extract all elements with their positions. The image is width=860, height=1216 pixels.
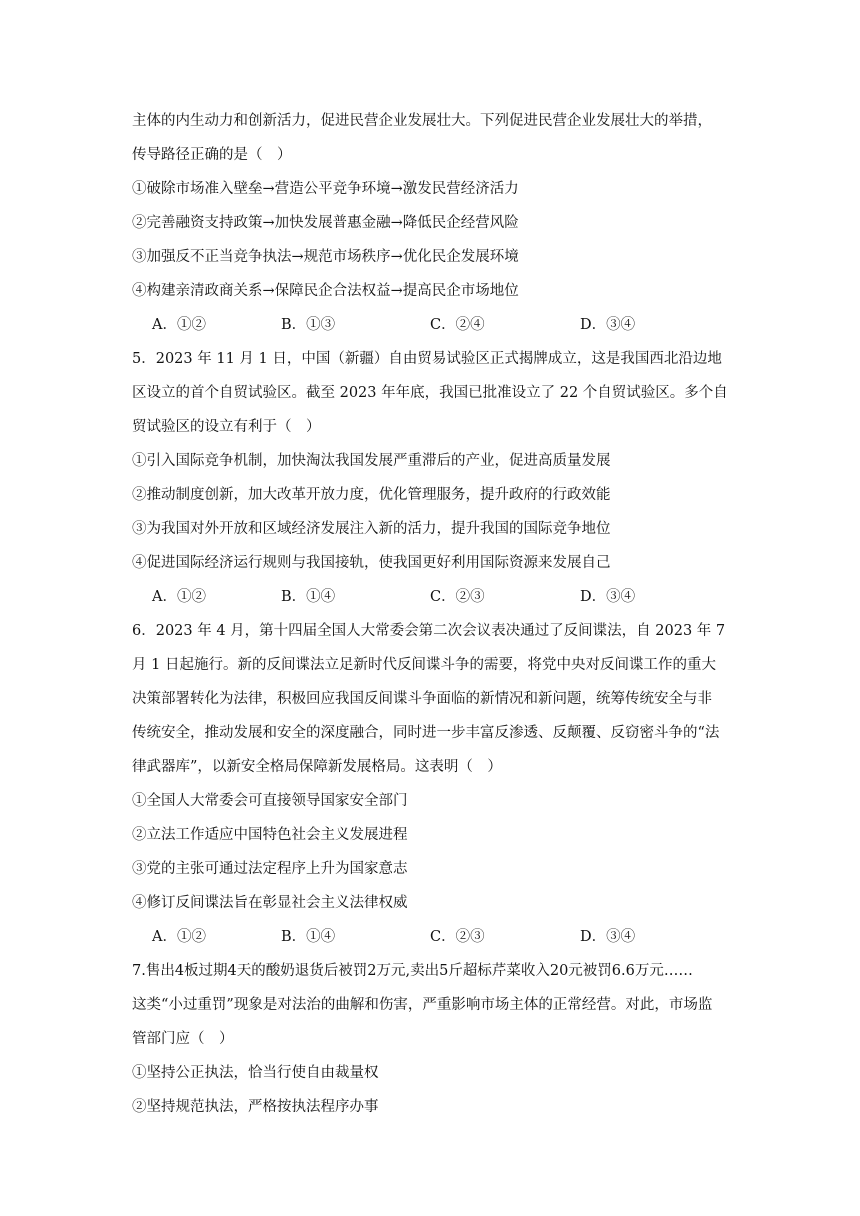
q6-stem-line-4: 传统安全，推动发展和安全的深度融合，同时进一步丰富反渗透、反颠覆、反窃密斗争的“法 — [132, 725, 720, 741]
q5-option-d: D．③④ — [580, 589, 636, 605]
q7-stem-line-1: 7.售出4板过期4天的酸奶退货后被罚2万元,卖出5斤超标芹菜收入20元被罚6.6万元…… — [132, 963, 693, 979]
q4-option-a: A．①② — [152, 317, 206, 333]
q5-item-3: ③为我国对外开放和区域经济发展注入新的活力，提升我国的国际竞争地位 — [132, 521, 611, 537]
q7-item-1: ①坚持公正执法，恰当行使自由裁量权 — [132, 1065, 379, 1081]
q6-stem-line-2: 月 1 日起施行。新的反间谍法立足新时代反间谍斗争的需要，将党中央对反间谍工作的重大 — [132, 657, 716, 673]
q6-option-c: C．②③ — [430, 929, 485, 945]
q6-item-1: ①全国人大常委会可直接领导国家安全部门 — [132, 793, 408, 809]
q6-item-3: ③党的主张可通过法定程序上升为国家意志 — [132, 861, 408, 877]
q6-item-4: ④修订反间谍法旨在彰显社会主义法律权威 — [132, 895, 408, 911]
q4-item-4: ④构建亲清政商关系→保障民企合法权益→提高民企市场地位 — [132, 283, 519, 299]
q4-stem-line-1: 主体的内生动力和创新活力，促进民营企业发展壮大。下列促进民营企业发展壮大的举措， — [132, 113, 712, 129]
q6-option-d: D．③④ — [580, 929, 636, 945]
q7-item-2: ②坚持规范执法，严格按执法程序办事 — [132, 1099, 379, 1115]
q5-stem-line-3: 贸试验区的设立有利于（ ） — [132, 419, 321, 435]
q5-option-c: C．②③ — [430, 589, 485, 605]
q5-option-b: B．①④ — [281, 589, 336, 605]
q7-stem-line-3: 管部门应（ ） — [132, 1031, 234, 1047]
q6-item-2: ②立法工作适应中国特色社会主义发展进程 — [132, 827, 408, 843]
q4-option-c: C．②④ — [430, 317, 485, 333]
q6-stem-line-3: 决策部署转化为法律，积极回应我国反间谍斗争面临的新情况和新问题，统筹传统安全与非 — [132, 691, 712, 707]
q7-stem-line-2: 这类“小过重罚”现象是对法治的曲解和伤害，严重影响市场主体的正常经营。对此，市场监 — [132, 997, 713, 1013]
q5-item-2: ②推动制度创新，加大改革开放力度，优化管理服务，提升政府的行政效能 — [132, 487, 611, 503]
q4-option-d: D．③④ — [580, 317, 636, 333]
q6-stem-line-5: 律武器库”，以新安全格局保障新发展格局。这表明（ ） — [132, 759, 502, 775]
q4-item-3: ③加强反不正当竞争执法→规范市场秩序→优化民企发展环境 — [132, 249, 519, 265]
q6-option-b: B．①④ — [281, 929, 336, 945]
q4-stem-line-2: 传导路径正确的是（ ） — [132, 147, 292, 163]
q5-option-a: A．①② — [152, 589, 206, 605]
q6-option-a: A．①② — [152, 929, 206, 945]
q4-option-b: B．①③ — [281, 317, 336, 333]
q5-stem-line-2: 区设立的首个自贸试验区。截至 2023 年年底，我国已批准设立了 22 个自贸试验区。多个自 — [132, 385, 728, 401]
q5-item-4: ④促进国际经济运行规则与我国接轨，使我国更好利用国际资源来发展自己 — [132, 555, 611, 571]
q6-stem-line-1: 6．2023 年 4 月，第十四届全国人大常委会第二次会议表决通过了反间谍法，自 2023 年 7 — [132, 623, 726, 639]
q4-item-1: ①破除市场准入壁垒→营造公平竞争环境→激发民营经济活力 — [132, 181, 519, 197]
q5-stem-line-1: 5．2023 年 11 月 1 日，中国（新疆）自由贸易试验区正式揭牌成立，这是我国西北沿边地 — [132, 351, 722, 367]
q4-item-2: ②完善融资支持政策→加快发展普惠金融→降低民企经营风险 — [132, 215, 519, 231]
q5-item-1: ①引入国际竞争机制，加快淘汰我国发展严重滞后的产业，促进高质量发展 — [132, 453, 611, 469]
